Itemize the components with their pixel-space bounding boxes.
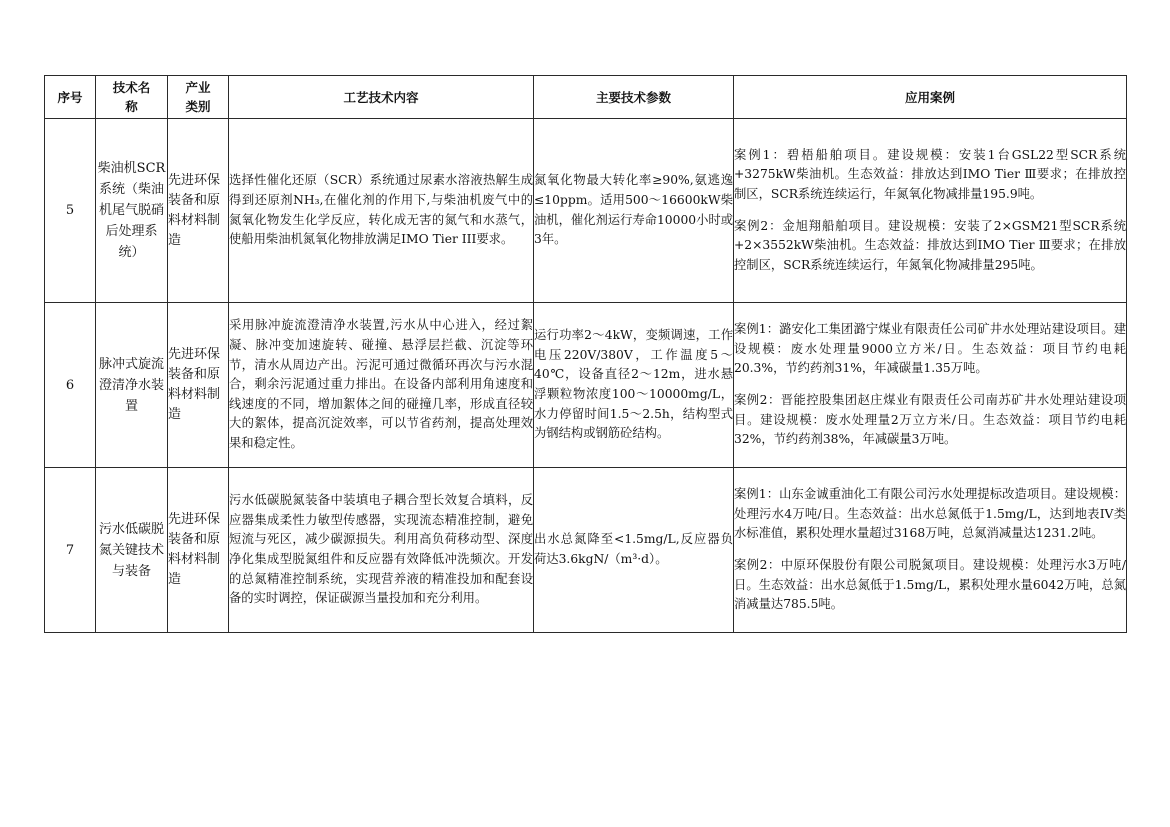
header-tech: 工艺技术内容	[229, 76, 534, 119]
header-params: 主要技术参数	[534, 76, 734, 119]
industry-category: 先进环保装备和原料材料制造	[168, 119, 229, 303]
row-number: 5	[45, 119, 96, 303]
table-row	[45, 468, 1127, 633]
application-cases	[734, 119, 1127, 303]
industry-category: 先进环保装备和原料材料制造	[168, 303, 229, 468]
tech-content: 选择性催化还原（SCR）系统通过尿素水溶液热解生成得到还原剂NH₃,在催化剂的作用下,与柴油机废气中的氮氧化物发生化学反应，转化成无害的氮气和水蒸气，使船用柴油机氮氧化物排放满足IMO Tier III要求。	[229, 119, 534, 303]
tech-content: 污水低碳脱氮装备中装填电子耦合型长效复合填料，反应器集成柔性力敏型传感器，实现流态精准控制，避免短流与死区，减少碳源损失。利用高负荷移动型、深度净化集成型脱氮组件和反应器有效降低冲洗频次。开发的总氮精准控制系统，实现营养液的精准投加和配套设备的实时调控，保证碳源当量投加和充分利用。	[229, 468, 534, 633]
tech-params: 氮氧化物最大转化率≥90%,氨逃逸≤10ppm。适用500～16600kW柴油机，催化剂运行寿命10000小时或3年。	[534, 119, 734, 303]
header-cases: 应用案例	[734, 76, 1127, 119]
table-header	[45, 76, 1127, 119]
industry-category: 先进环保装备和原料材料制造	[168, 468, 229, 633]
application-cases	[734, 468, 1127, 633]
case-item: 案例2：中原环保股份有限公司脱氮项目。建设规模：处理污水3万吨/日。生态效益：出水总氮低于1.5mg/L，累积处理水量6042万吨，总氮消减量达785.5吨。	[734, 558, 1126, 612]
case-item: 案例2：金旭翔船舶项目。建设规模：安装了2×GSM21型SCR系统+2×3552kW柴油机。生态效益：排放达到IMO Tier Ⅲ要求；在排放控制区，SCR系统连续运行，年氮氧化物减排量295吨。	[734, 218, 1126, 272]
row-number: 7	[45, 468, 96, 633]
table-row	[45, 303, 1127, 468]
technology-table	[44, 75, 1127, 633]
tech-params: 出水总氮降至<1.5mg/L,反应器负荷达3.6kgN/（m³·d）。	[534, 468, 734, 633]
header-no: 序号	[45, 76, 96, 119]
tech-params: 运行功率2～4kW，变频调速，工作电压220V/380V，工作温度5～40℃，设备直径2～12m，进水悬浮颗粒物浓度100～10000mg/L，水力停留时间1.5～2.5h，结构型式为钢结构或钢筋砼结构。	[534, 303, 734, 468]
tech-content: 采用脉冲旋流澄清净水装置,污水从中心进入，经过絮凝、脉冲变加速旋转、碰撞、悬浮层拦截、沉淀等环节，清水从周边产出。污泥可通过微循环再次与污水混合，剩余污泥通过重力排出。在设备内部利用角速度和线速度的不同，增加絮体之间的碰撞几率，形成直径较大的絮体，提高沉淀效率，可以节省药剂，提高处理效果和稳定性。	[229, 303, 534, 468]
row-number: 6	[45, 303, 96, 468]
header-category: 产业类别	[168, 76, 229, 119]
table-row	[45, 119, 1127, 303]
application-cases	[734, 303, 1127, 468]
case-item: 案例1：山东金诚重油化工有限公司污水处理提标改造项目。建设规模：处理污水4万吨/日。生态效益：出水总氮低于1.5mg/L，达到地表IV类水标准值，累积处理水量超过3168万吨，总氮消减量达1231.2吨。	[734, 487, 1126, 541]
tech-name: 脉冲式旋流澄清净水装置	[96, 303, 168, 468]
tech-name: 柴油机SCR系统（柴油机尾气脱硝后处理系统）	[96, 119, 168, 303]
case-item: 案例1：碧梧船舶项目。建设规模：安装1台GSL22型SCR系统+3275kW柴油机。生态效益：排放达到IMO Tier Ⅲ要求；在排放控制区，SCR系统连续运行，年氮氧化物减排量195.9吨。	[734, 147, 1126, 201]
case-item: 案例2：晋能控股集团赵庄煤业有限责任公司南苏矿井水处理站建设项目。建设规模：废水处理量2万立方米/日。生态效益：项目节约电耗32%，节约药剂38%，年减碳量3万吨。	[734, 393, 1126, 447]
case-item: 案例1：潞安化工集团潞宁煤业有限责任公司矿井水处理站建设项目。建设规模：废水处理量9000立方米/日。生态效益：项目节约电耗20.3%，节约药剂31%，年减碳量1.35万吨。	[734, 322, 1126, 376]
tech-name: 污水低碳脱氮关键技术与装备	[96, 468, 168, 633]
header-name: 技术名称	[96, 76, 168, 119]
